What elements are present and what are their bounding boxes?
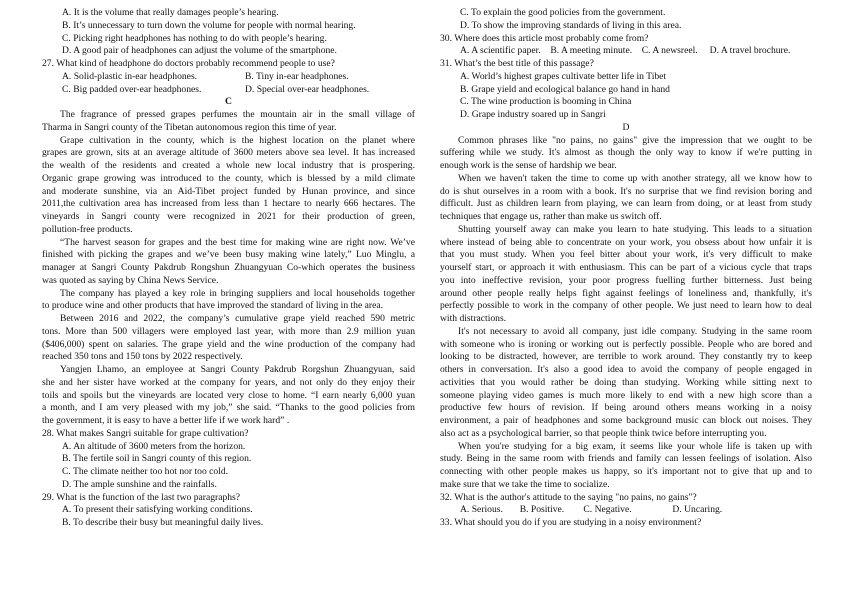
passage-c-line: Grape cultivation in the county, which is the highest location on the planet where: [60, 134, 415, 146]
q26-option-b: B. It’s unnecessary to turn down the volume for people with normal hearing.: [62, 19, 356, 31]
passage-d-line: with distractions.: [440, 313, 507, 324]
passage-d-line: that you must study. When you feel bitter about your work, it's very difficult to make: [440, 249, 812, 261]
passage-c-line: a month, and I am very pleased with my job,” she said. “Thanks to the good policies from: [42, 402, 415, 414]
q32-options: A. Serious. B. Positive. C. Negative. D. Uncaring.: [460, 504, 723, 516]
q31-stem: 31. What’s the best title of this passage?: [440, 58, 594, 69]
passage-c-line: and moderate sunshine, via an Aid-Tibet project funded by Hunan province, and since: [42, 185, 415, 197]
q29-option-b: B. To describe their busy but meaningful daily lives.: [62, 517, 264, 528]
section-c-heading: C: [225, 96, 232, 108]
passage-d-line: suffering while we study. It's almost as though the only way to know if we're putting in: [440, 147, 812, 159]
q28-option-c: C. The climate neither too hot nor too cold.: [62, 466, 229, 477]
q27-stem: 27. What kind of headphone do doctors probably recommend people to use?: [42, 58, 335, 69]
q31-option-d: D. Grape industry soared up in Sangri: [460, 109, 606, 120]
q26-option-a: A. It is the volume that really damages people’s hearing.: [62, 7, 279, 18]
q28-option-a: A. An altitude of 3600 meters from the horizon.: [62, 440, 246, 452]
q27-option-c: C. Big padded over-ear headphones.: [62, 83, 202, 95]
passage-c-line: Tharma in Sangri county of the Tibetan autonomous region this time of year.: [42, 121, 337, 133]
q31-option-a: A. World’s highest grapes cultivate better life in Tibet: [460, 70, 667, 82]
q27-option-b: B. Tiny in-ear headphones.: [245, 70, 349, 82]
q28-option-d: D. The ample sunshine and the rainfalls.: [62, 478, 217, 490]
passage-d-line: others in conversation. It's also a good idea to avoid the company of people engaged in: [440, 364, 812, 375]
q26-option-c: C. Picking right headphones has nothing to do with people’s hearing.: [62, 32, 327, 44]
q31-option-c: C. The wine production is booming in China: [460, 96, 632, 108]
q28-option-b: B. The fertile soil in Sangri county of this region.: [62, 453, 252, 465]
passage-d-line: yourself start, or approach it with enthusiasm. This can be part of a vicious cycle that traps: [440, 262, 812, 273]
passage-c-line: to produce wine and other products that have improved the standard of living in the area.: [42, 300, 384, 312]
passage-c-line: pollution-free products.: [42, 223, 133, 235]
passage-c-line: Organic grape growing was introduced to the county, which is blessed by a mild climate: [42, 172, 415, 184]
passage-d-line: make sure that we take the time to socialize.: [440, 478, 610, 490]
passage-d-line: environment, a pair of headphones and some background music can block out noises. They: [440, 415, 812, 426]
left-column: [42, 7, 415, 530]
passage-c-line: the wealth of the residents and created a whole new local industry that is prospering.: [42, 160, 415, 171]
q30-stem: 30. Where does this article most probably come from?: [440, 32, 649, 44]
passage-c-line: Between 2016 and 2022, the company’s cumulative grape yield reached 590 metric: [60, 313, 415, 324]
passage-c-line: was quoted as saying by China News Service.: [42, 274, 219, 286]
passage-d-line: connecting with other people makes us happy, so it's important not to give that up and to: [440, 466, 812, 477]
passage-c-line: tons. More than 500 villagers were employed last year, with more than 2.9 million yuan: [42, 325, 415, 337]
passage-d-line: When we haven't taken the time to come up with another strategy, all we know how to: [458, 172, 812, 184]
q26-option-d: D. A good pair of headphones can adjust the volume of the smartphone.: [62, 45, 337, 57]
q27-options-row-2: [42, 84, 415, 97]
q30-options: A. A scientific paper. B. A meeting minute. C. A newsreel. D. A travel brochure.: [460, 45, 791, 57]
passage-c-line: The company has played a key role in bringing suppliers and local households together: [60, 287, 415, 299]
passage-c-line: the government, it is easy to have a better life if we work hard” .: [42, 415, 290, 426]
passage-d-line: Common phrases like "no pains, no gains" give the impression that we ought to be: [458, 134, 812, 146]
passage-c-line: toils and spoils but the vineyards are located very close to home. “I earn nearly 6,000 yuan: [42, 389, 415, 401]
passage-d-line: someone playing video games is much more likely to end with a new high score than a: [440, 389, 812, 401]
passage-c-line: finished with picking the grapes and we’ve been busy making wine lately,” Luo Minglu, a: [42, 249, 415, 261]
passage-c-line: ($406,000) spent on salaries. The grape yield and the wine production of the company had: [42, 338, 415, 350]
passage-d-line: with someone who is ironing or working out is perfectly possible. People who are bored and: [440, 338, 812, 350]
q29-stem: 29. What is the function of the last two paragraphs?: [42, 491, 241, 503]
q31-option-b: B. Grape yield and ecological balance go hand in hand: [460, 83, 670, 95]
passage-d-line: It's not necessary to avoid all company, just idle company. Studying in the same room: [458, 325, 812, 337]
passage-c-line: she and her sister have worked at the company for years, and not only do they enjoy their: [42, 376, 415, 388]
passage-c-line: grapes are grown, sits at an average altitude of 3600 meters above sea level. It has increased: [42, 147, 415, 159]
passage-c-line: manager at Sangri County Pakdrub Rongshun Zhuangyuan Co-which operates the business: [42, 262, 415, 273]
passage-d-line: also act as a psychological barrier, so that people think twice before interrupting you.: [440, 427, 767, 439]
passage-c-line: Yangjen Lhamo, an employee at Sangri County Pakdrub Rorgshun Zhuangyuan, said: [60, 364, 415, 375]
right-column: [440, 7, 812, 530]
passage-d-line: perfectly possible to work in the company of other people. We just need to learn how to deal: [440, 300, 812, 312]
passage-c-line: The fragrance of pressed grapes perfumes the mountain air in the small village of: [60, 109, 415, 120]
passage-d-line: productive few hours of revision. If being around others means working in a noisy: [440, 402, 812, 414]
passage-c-line: “The harvest season for grapes and the best time for making wine are right now. We’ve: [60, 236, 415, 248]
passage-c-line: reached 350 tons and 150 tons by 2022 respectively.: [42, 351, 243, 363]
passage-d-line: looking to be distracted, however, are terrible to work around. They constantly try to keep: [440, 351, 812, 363]
passage-d-line: study. Being in the same room with friends and family can lessen feelings of isolation. Also: [440, 453, 812, 465]
q33-stem: 33. What should you do if you are studying in a noisy environment?: [440, 517, 702, 528]
q29-option-a: A. To present their satisfying working conditions.: [62, 504, 253, 516]
passage-d-line: enough work is the sense of hardship we bear.: [440, 160, 617, 171]
q29-option-d: D. To show the improving standards of living in this area.: [460, 19, 682, 31]
passage-d-line: you into ineffective revision, your poor progress fuelling further bitterness. Just being: [440, 274, 812, 286]
q28-stem: 28. What makes Sangri suitable for grape cultivation?: [42, 427, 249, 439]
passage-c-line: 2011,the cultivation area has increased from less than 1 hectare to nearly 666 hectares. The: [42, 198, 415, 210]
passage-d-line: where instead of being able to concentrate on your work, you obsess about how unfair it is: [440, 236, 812, 248]
q27-option-d: D. Special over-ear headphones.: [245, 83, 370, 95]
section-d-heading: D: [622, 121, 630, 133]
passage-c-line: vineyards in Sangri county were recognized in 2021 for their production of green,: [42, 211, 415, 222]
q27-options-row-1: [42, 71, 415, 84]
q32-stem: 32. What is the author's attitude to the saying "no pains, no gains"?: [440, 491, 697, 503]
passage-d-line: difficult. Just as children learn from playing, we can learn from doing, or at least from study: [440, 198, 812, 210]
passage-d-line: around other people really helps fight against feelings of loneliness and, thankfully, it's: [440, 287, 812, 299]
passage-d-line: Shutting yourself away can make you learn to hate studying. This leads to a situation: [458, 223, 812, 235]
passage-d-line: activities that you would rather be doing than studying. Working while sitting next to: [440, 376, 812, 388]
q27-option-a: A. Solid-plastic in-ear headphones.: [62, 70, 198, 82]
q29-option-c: C. To explain the good policies from the government.: [460, 7, 666, 18]
passage-d-line: techniques that engage us, rather than make us switch off.: [440, 211, 662, 222]
passage-d-line: When you're studying for a big exam, it seems like your whole life is taken up with: [458, 440, 812, 452]
passage-d-line: do is shut ourselves in a room with a book. It's no surprise that we find revision boring and: [440, 185, 812, 197]
